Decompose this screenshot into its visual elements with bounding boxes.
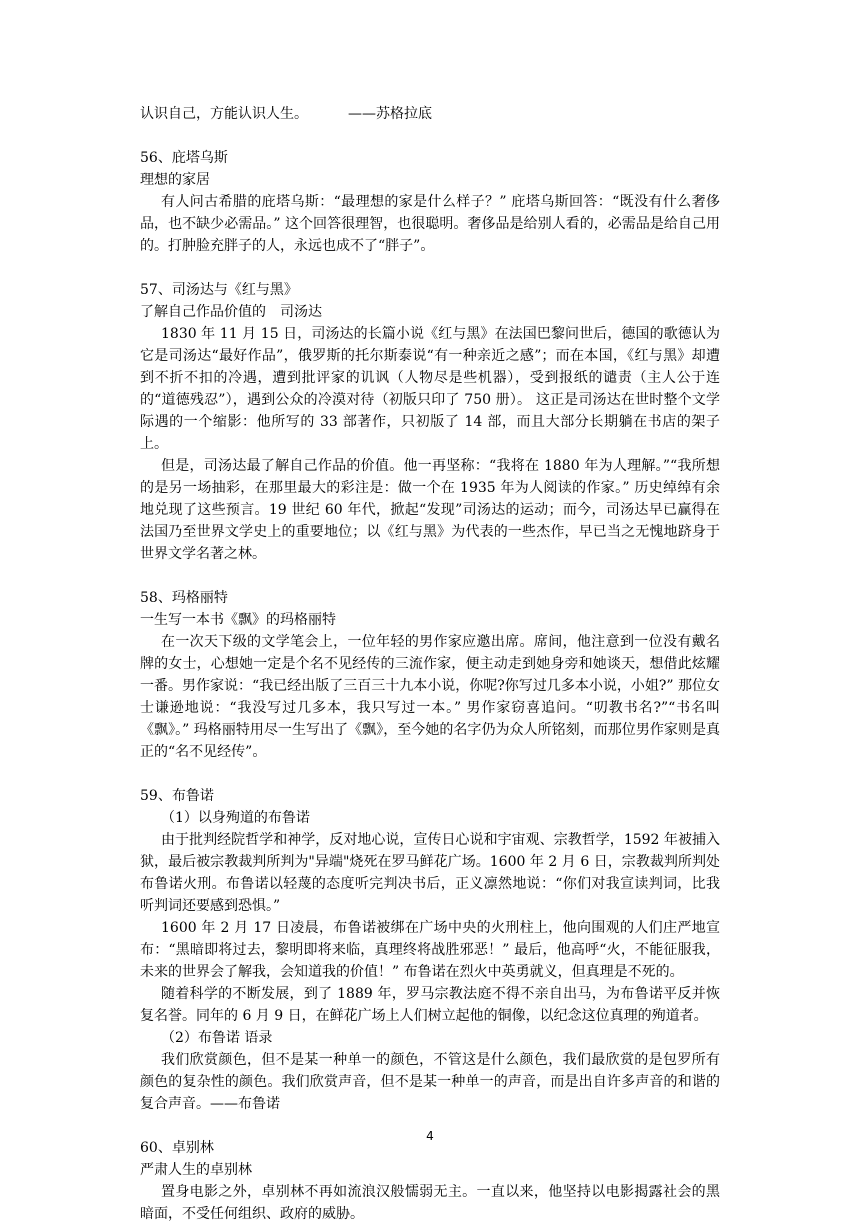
section-subheading-59-2: （2）布鲁诺 语录 bbox=[161, 1030, 273, 1046]
section-subheading-59-1: （1）以身殉道的布鲁诺 bbox=[161, 810, 310, 826]
opening-quote bbox=[140, 103, 720, 125]
paragraph: 随着科学的不断发展，到了 1889 年，罗马宗教法庭不得不亲自出马，为布鲁诺平反并恢复名誉。同年的 6 月 9 日，在鲜花广场上人们树立起他的铜像，以纪念这位真理的殉道者。 bbox=[140, 986, 720, 1024]
spacer bbox=[140, 763, 720, 785]
section-heading-59: 59、布鲁诺 bbox=[140, 788, 214, 804]
paragraph: 1600 年 2 月 17 日凌晨，布鲁诺被绑在广场中央的火刑柱上，他向围观的人们庄严地宣布：“黑暗即将过去，黎明即将来临，真理终将战胜邪恶！” 最后，他高呼“火，不能征服我，未来的世界会了解我，会知道我的价值！” 布鲁诺在烈火中英勇就义，但真理是不死的。 bbox=[140, 920, 720, 980]
quote-text: 认识自己，方能认识人生。 bbox=[140, 106, 308, 122]
paragraph: 有人问古希腊的庇塔乌斯：“最理想的家是什么样子？” 庇塔乌斯回答：“既没有什么奢侈品，也不缺少必需品。” 这个回答很理智，也很聪明。奢侈品是给别人看的，必需品是给自己用的。打肿脸充胖子的人，永远也成不了“胖子”。 bbox=[140, 194, 720, 254]
page-number: 4 bbox=[426, 1129, 434, 1143]
section-heading-56: 56、庇塔乌斯 bbox=[140, 150, 228, 166]
section-heading-57: 57、司汤达与《红与黑》 bbox=[140, 282, 298, 298]
quote-author: ——苏格拉底 bbox=[348, 106, 432, 122]
page-content bbox=[140, 103, 720, 1225]
spacer bbox=[140, 125, 720, 147]
paragraph: 但是，司汤达最了解自己作品的价值。他一再坚称：“我将在 1880 年为人理解。”“我所想的是另一场抽彩，在那里最大的彩注是：做一个在 1935 年为人阅读的作家。” 历史绰绰有余地兑现了这些预言。19 世纪 60 年代，掀起“发现”司汤达的运动；而今，司汤达早已赢得在法国乃至世界文学史上的重要地位；以《红与黑》为代表的一些杰作，早已当之无愧地跻身于世界文学名著之林。 bbox=[140, 458, 720, 562]
section-subheading-57: 了解自己作品价值的 司汤达 bbox=[140, 304, 322, 320]
section-subheading-56: 理想的家居 bbox=[140, 172, 210, 188]
paragraph: 在一次天下级的文学笔会上，一位年轻的男作家应邀出席。席间，他注意到一位没有戴名牌的女士，心想她一定是个名不见经传的三流作家，便主动走到她身旁和她谈天，想借此炫耀一番。男作家说：“我已经出版了三百三十九本小说，你呢?你写过几多本小说，小姐?” 那位女士谦逊地说：“我没写过几多本，我只写过一本。” 男作家窃喜追问。“叨教书名?”“书名叫《飘》。” 玛格丽特用尽一生写出了《飘》，至今她的名字仍为众人所铭刻，而那位男作家则是真正的“名不见经传”。 bbox=[140, 634, 720, 760]
section-heading-60: 60、卓别林 bbox=[140, 1140, 214, 1156]
paragraph: 1830 年 11 月 15 日，司汤达的长篇小说《红与黑》在法国巴黎问世后，德国的歌德认为它是司汤达“最好作品”，俄罗斯的托尔斯泰说“有一种亲近之感”；而在本国，《红与黑》却遭到不折不扣的冷遇，遭到批评家的讥讽（人物尽是些机器），受到报纸的谴责（主人公于连的“道德残忍”），遇到公众的冷漠对待（初版只印了 750 册）。 这正是司汤达在世时整个文学际遇的一个缩影：他所写的 33 部著作，只初版了 14 部，而且大部分长期躺在书店的架子上。 bbox=[140, 326, 720, 452]
section-subheading-58: 一生写一本书《飘》的玛格丽特 bbox=[140, 612, 336, 628]
paragraph: 我们欣赏颜色，但不是某一种单一的颜色，不管这是什么颜色，我们最欣赏的是包罗所有颜色的复杂性的颜色。我们欣赏声音，但不是某一种单一的声音，而是出自许多声音的和谐的复合声音。——布鲁诺 bbox=[140, 1052, 720, 1112]
spacer bbox=[140, 257, 720, 279]
section-heading-58: 58、玛格丽特 bbox=[140, 590, 228, 606]
spacer bbox=[140, 565, 720, 587]
paragraph: 置身电影之外，卓别林不再如流浪汉般懦弱无主。一直以来，他坚持以电影揭露社会的黑暗面，不受任何组织、政府的威胁。 bbox=[140, 1184, 720, 1222]
paragraph: 由于批判经院哲学和神学，反对地心说，宣传日心说和宇宙观、宗教哲学，1592 年被捕入狱，最后被宗教裁判所判为"异端"烧死在罗马鲜花广场。1600 年 2 月 6 日，宗教裁判所判处布鲁诺火刑。布鲁诺以轻蔑的态度听完判决书后，正义凛然地说：“你们对我宣读判词，比我听判词还要感到恐惧。” bbox=[140, 832, 720, 914]
section-subheading-60: 严肃人生的卓别林 bbox=[140, 1162, 252, 1178]
